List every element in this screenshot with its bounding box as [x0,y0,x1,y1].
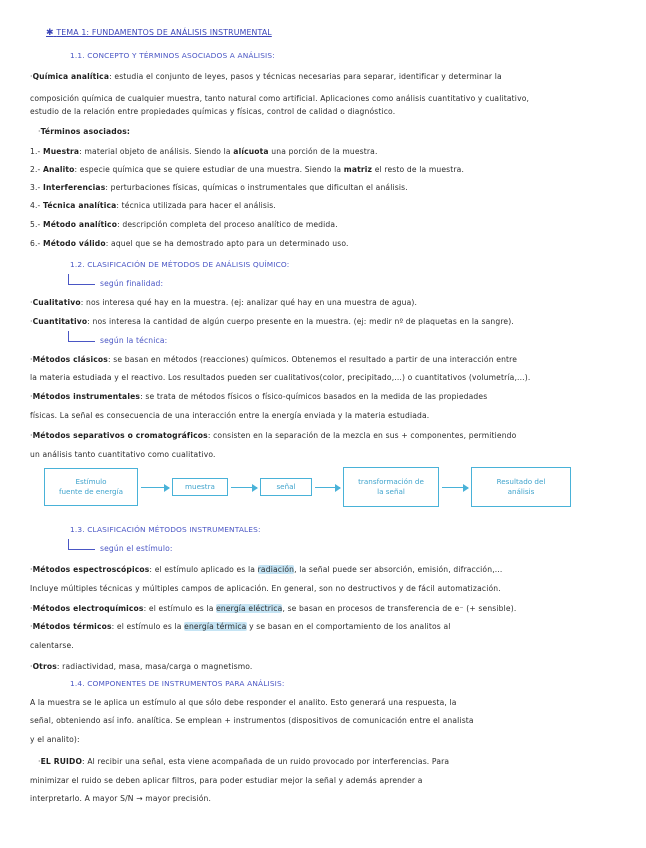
term-highlight: energía térmica [184,622,247,631]
paragraph-line: calentarse. [30,641,74,650]
term-text: : consisten en la separación de la mezcla en sus + componentes, permitiendo [207,431,517,440]
flow-box-label: transformación de [358,477,424,486]
term-text: una porción de la muestra. [268,147,378,156]
term-text: : descripción completa del proceso analítico de medida. [117,220,338,229]
subheading-tecnica: según la técnica: [100,336,168,345]
term-text: : el estímulo es la [111,622,185,631]
bullet-otros: ·Otros: radiactividad, masa, masa/carga o magnetismo. [30,662,253,671]
term-text: , la señal puede ser absorción, emisión, difracción,... [294,565,503,574]
flow-box-label: la señal [377,487,405,496]
term-quimica-analitica: Química analítica [32,72,110,81]
flow-box-muestra [172,478,228,496]
term-item [30,183,408,192]
arrow-right-icon [141,487,169,488]
term-label: Métodos separativos o cromatográficos [32,431,208,440]
bullet-cualitativo: ·Cualitativo: nos interesa qué hay en la muestra. (ej: analizar qué hay en una muestra de agua). [30,298,418,307]
paragraph-line: un análisis tanto cuantitativo como cualitativo. [30,450,216,459]
term-number: 1.- [30,147,41,156]
flow-box-label: Estímulo [75,477,107,486]
flow-box-resultado [471,467,571,507]
term-text: y se basan en el comportamiento de los analitos al [246,622,451,631]
arrow-right-icon [442,487,468,488]
term-text: : se trata de métodos físicos o físico-químicos basados en la medida de las propiedades [140,392,488,401]
term-item [30,220,338,229]
bracket-line [68,274,95,285]
paragraph-line: interpretarlo. A mayor S/N → mayor precisión. [30,794,212,803]
bullet-ruido: ·EL RUIDO: Al recibir una señal, esta viene acompañada de un ruido provocado por interferencias. Para [38,757,450,766]
terms-heading: ·Términos asociados: [38,127,131,136]
term-text: : perturbaciones físicas, químicas o instrumentales que dificultan el análisis. [105,183,408,192]
paragraph-line: señal, obteniendo así info. analítica. Se emplean + instrumentos (dispositivos de comunicación entre el analista [30,716,474,725]
term-label: Cuantitativo [32,317,88,326]
flow-box-estimulo [44,468,138,506]
paragraph-line: minimizar el ruido se deben aplicar filtros, para poder estudiar mejor la señal y además aprender a [30,776,423,785]
flow-box-label: análisis [507,487,535,496]
term-label: Métodos espectroscópicos [32,565,150,574]
term-item [30,147,378,156]
paragraph-line: A la muestra se le aplica un estímulo al que sólo debe responder el analito. Esto generará una respuesta, la [30,698,457,707]
bullet-separativos: ·Métodos separativos o cromatográficos: consisten en la separación de la mezcla en sus + componentes, permitiendo [30,431,517,440]
section-heading-1-1: 1.1. CONCEPTO Y TÉRMINOS ASOCIADOS A ANÁLISIS: [70,51,275,60]
bullet-instrumentales: ·Métodos instrumentales: se trata de métodos físicos o físico-químicos basados en la medida de las propiedades [30,392,488,401]
flow-box-label: señal [276,482,296,491]
term-highlight: energía eléctrica [216,604,283,613]
term-label: Método analítico [43,220,118,229]
arrow-right-icon [315,487,340,488]
term-highlight: matriz [343,165,373,174]
term-text: : técnica utilizada para hacer el análisis. [116,201,276,210]
term-number: 5.- [30,220,41,229]
flow-box-label: muestra [185,482,215,491]
term-label: Método válido [43,239,106,248]
term-text: : se basan en métodos (reacciones) químicos. Obtenemos el resultado a partir de una interacción entre [107,355,518,364]
flow-box-label: fuente de energía [58,487,124,496]
term-number: 4.- [30,201,41,210]
term-label: Interferencias [43,183,106,192]
bullet-cuantitativo: ·Cuantitativo: nos interesa la cantidad de algún cuerpo presente en la muestra. (ej: medir nº de plaquetas en la sangre). [30,317,514,326]
term-item [30,239,349,248]
subheading-finalidad: según finalidad: [100,279,164,288]
paragraph-text: : estudia el conjunto de leyes, pasos y técnicas necesarias para separar, identificar y determinar la [109,72,502,81]
paragraph-line: la materia estudiada y el reactivo. Los resultados pueden ser cualitativos(color, precipitado,...) o cuantitativos (volumetría,...). [30,373,531,382]
page-title-text: TEMA 1: FUNDAMENTOS DE ANÁLISIS INSTRUMENTAL [56,28,272,37]
term-number: 3.- [30,183,41,192]
flow-box-label: Resultado del [496,477,546,486]
term-text: , se basan en procesos de transferencia de e⁻ (+ sensible). [282,604,517,613]
subheading-estimulo: según el estímulo: [100,544,173,553]
term-text: : el estímulo aplicado es la [149,565,258,574]
bracket-line [68,539,95,550]
paragraph-quimica-analitica: ·Química analítica: estudia el conjunto de leyes, pasos y técnicas necesarias para separar, identificar y determinar la [30,72,502,81]
bullet-clasicos: ·Métodos clásicos: se basan en métodos (reacciones) químicos. Obtenemos el resultado a partir de una interacción entre [30,355,518,364]
term-text: : nos interesa la cantidad de algún cuerpo presente en la muestra. (ej: medir nº de plaquetas en la sangre). [87,317,514,326]
term-label: Cualitativo [32,298,81,307]
term-label: Técnica analítica [43,201,117,210]
term-label: Métodos térmicos [32,622,112,631]
paragraph-line: Incluye múltiples técnicas y múltiples campos de aplicación. En general, son no destructivos y de fácil automatización. [30,584,501,593]
term-label: Muestra [43,147,80,156]
term-text: : el estímulo es la [143,604,217,613]
term-text: : Al recibir una señal, esta viene acompañada de un ruido provocado por interferencias. Para [82,757,450,766]
paragraph-line: y el analito): [30,735,80,744]
bullet-electroquimicos: ·Métodos electroquímicos: el estímulo es la energía eléctrica, se basan en procesos de transferencia de e⁻ (+ sensible). [30,604,517,613]
term-label: Analito [43,165,75,174]
flow-box-transformacion [343,467,439,507]
paragraph-line: composición química de cualquier muestra, tanto natural como artificial. Aplicaciones como análisis cuantitativo y cualitativo, [30,94,530,103]
term-text: : aquel que se ha demostrado apto para un determinado uso. [105,239,349,248]
term-text: : nos interesa qué hay en la muestra. (ej: analizar qué hay en una muestra de agua). [80,298,418,307]
arrow-right-icon [231,487,257,488]
flow-box-senal [260,478,312,496]
page-title [46,28,272,38]
term-text: : especie química que se quiere estudiar de una muestra. Siendo la [74,165,344,174]
paragraph-line: físicas. La señal es consecuencia de una interacción entre la energía enviada y la materia estudiada. [30,411,430,420]
term-label: Métodos instrumentales [32,392,141,401]
term-highlight: alícuota [233,147,269,156]
term-number: 2.- [30,165,41,174]
paragraph-line: estudio de la relación entre propiedades químicas y físicas, control de calidad o diagnóstico. [30,107,396,116]
term-label: Métodos electroquímicos [32,604,144,613]
term-label: Otros [32,662,57,671]
section-heading-1-2: 1.2. CLASIFICACIÓN DE MÉTODOS DE ANÁLISIS QUÍMICO: [70,260,290,269]
section-heading-1-4: 1.4. COMPONENTES DE INSTRUMENTOS PARA ANÁLISIS: [70,679,285,688]
term-item [30,165,464,174]
term-text: : radiactividad, masa, masa/carga o magnetismo. [56,662,253,671]
bullet-espectroscopicos: ·Métodos espectroscópicos: el estímulo aplicado es la radiación, la señal puede ser absorción, emisión, difracción,... [30,565,503,574]
term-highlight: radiación [257,565,295,574]
star-icon: ✱ [46,28,54,38]
bullet-termicos: ·Métodos térmicos: el estímulo es la energía térmica y se basan en el comportamiento de los analitos al [30,622,451,631]
term-text: el resto de la muestra. [372,165,465,174]
section-heading-1-3: 1.3. CLASIFICACIÓN MÉTODOS INSTRUMENTALES: [70,525,261,534]
term-label: EL RUIDO [40,757,83,766]
term-text: : material objeto de análisis. Siendo la [79,147,234,156]
terms-heading-text: Términos asociados: [40,127,131,136]
bracket-line [68,331,95,342]
term-number: 6.- [30,239,41,248]
term-label: Métodos clásicos [32,355,108,364]
term-item [30,201,276,210]
